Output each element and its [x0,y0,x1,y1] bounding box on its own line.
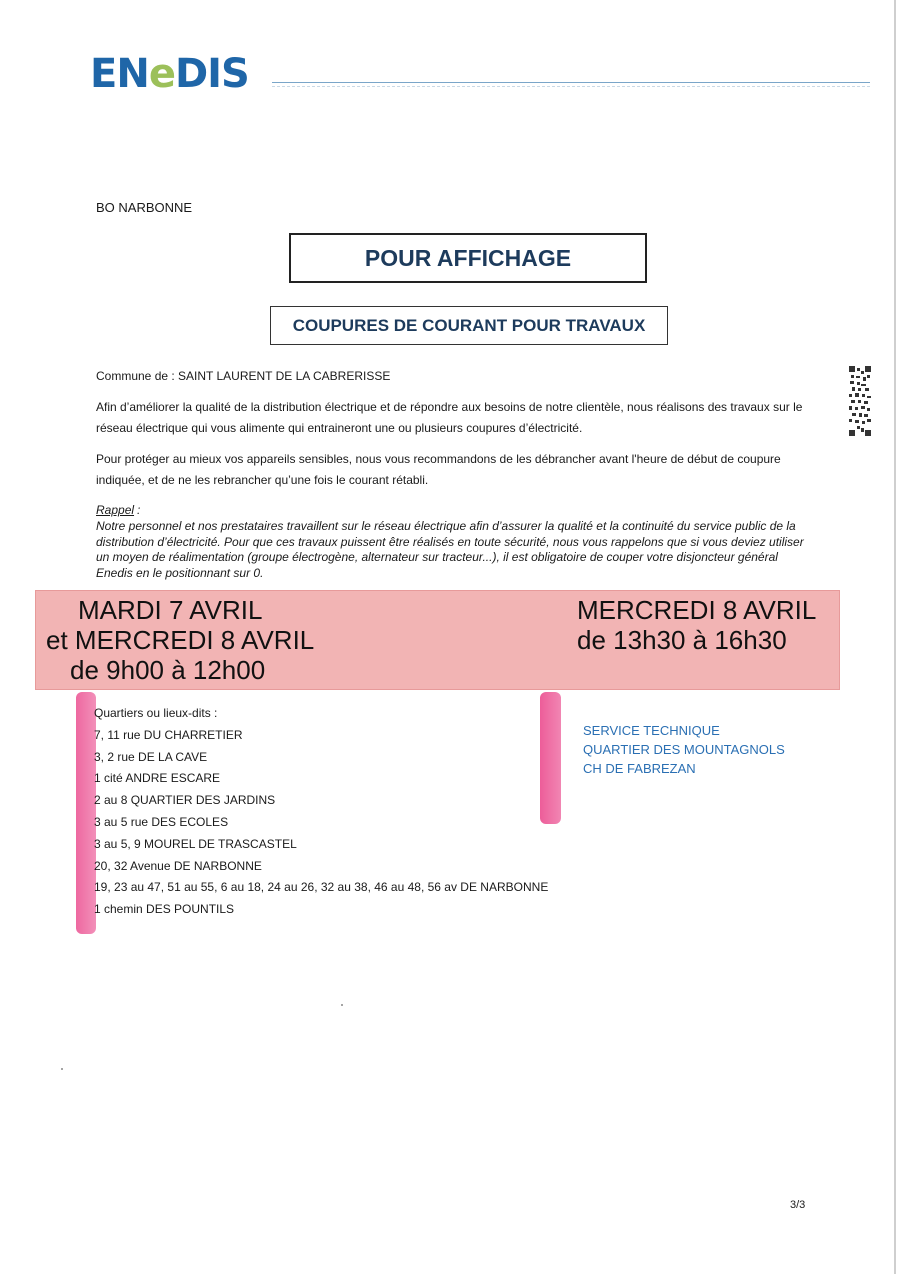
list-item: CH DE FABREZAN [583,761,696,776]
notice-label: POUR AFFICHAGE [364,244,572,271]
schedule-afternoon [577,595,816,655]
page-edge [894,0,896,1274]
header-rule [272,82,870,83]
list-item: 1 chemin DES POUNTILS [94,902,235,917]
enedis-logo [90,50,249,97]
list-item: 3 au 5 rue DES ECOLES [94,814,229,829]
notice-label-box [289,233,647,283]
list-item: 7, 11 rue DU CHARRETIER [94,727,243,742]
qr-code-icon [849,366,871,436]
schedule-afternoon-hours: de 13h30 à 16h30 [577,625,787,655]
schedule-morning [46,595,326,685]
logo-part-2: e [148,51,175,97]
rappel-text: Notre personnel et nos prestataires travaillent sur le réseau électrique afin d’assurer la qualité et la continuité du service public de la distribution d’électricité. Pour que ces travaux puissent être réalisés en toute sécurité, nous vous rappelons que si vous deviez utiliser un moyen de réalimentation (groupe électrogène, alternateur sur tracteur...), il est obligatoire de couper votre disjoncteur général Enedis en le positionnant sur 0. [96,519,804,580]
list-item: 2 au 8 QUARTIER DES JARDINS [94,793,276,808]
list-item: 19, 23 au 47, 51 au 55, 6 au 18, 24 au 26, 32 au 38, 46 au 48, 56 av DE NARBONNE [94,880,549,895]
scan-speck [61,1068,63,1070]
logo-part-3: DIS [174,51,249,97]
intro-paragraph: Afin d’améliorer la qualité de la distribution électrique et de répondre aux besoins de notre clientèle, nous réalisons des travaux sur le réseau électrique qui vous alimente qui entraineront une ou plusieurs coupures d’électricité. [96,400,803,435]
schedule-morning-day-1: MARDI 7 AVRIL [78,595,263,625]
header-rule-dashed [272,86,870,87]
schedule-morning-day-2: et MERCREDI 8 AVRIL [46,625,315,655]
address-list [94,703,548,921]
list-item: 20, 32 Avenue DE NARBONNE [94,858,262,873]
schedule-morning-hours: de 9h00 à 12h00 [70,655,266,685]
list-item: SERVICE TECHNIQUE [583,723,720,738]
schedule-afternoon-day: MERCREDI 8 AVRIL [577,595,817,625]
page-number: 3/3 [790,1199,806,1211]
list-item: 3, 2 rue DE LA CAVE [94,749,208,764]
advice-paragraph: Pour protéger au mieux vos appareils sensibles, nous vous recommandons de les débrancher avant l'heure de début de coupure indiquée, et de ne les rebrancher qu’une fois le courant rétabli. [96,452,781,487]
list-item: Quartiers ou lieux-dits : [94,706,218,720]
service-list [583,721,785,778]
subject-box [270,306,668,345]
rappel-title: Rappel [96,503,135,517]
list-item: QUARTIER DES MOUNTAGNOLS [583,742,785,757]
highlighter-mark-left [76,692,96,934]
schedule-banner [35,590,840,690]
list-item: 1 cité ANDRE ESCARE [94,771,221,786]
rappel-colon: : [137,503,141,517]
logo-part-1: EN [90,51,149,97]
office-name: BO NARBONNE [96,200,193,215]
scan-speck [341,1004,343,1006]
list-item: 3 au 5, 9 MOUREL DE TRASCASTEL [94,836,297,851]
subject-title: COUPURES DE COURANT POUR TRAVAUX [292,315,646,335]
commune-line: Commune de : SAINT LAURENT DE LA CABRERISSE [96,369,391,383]
